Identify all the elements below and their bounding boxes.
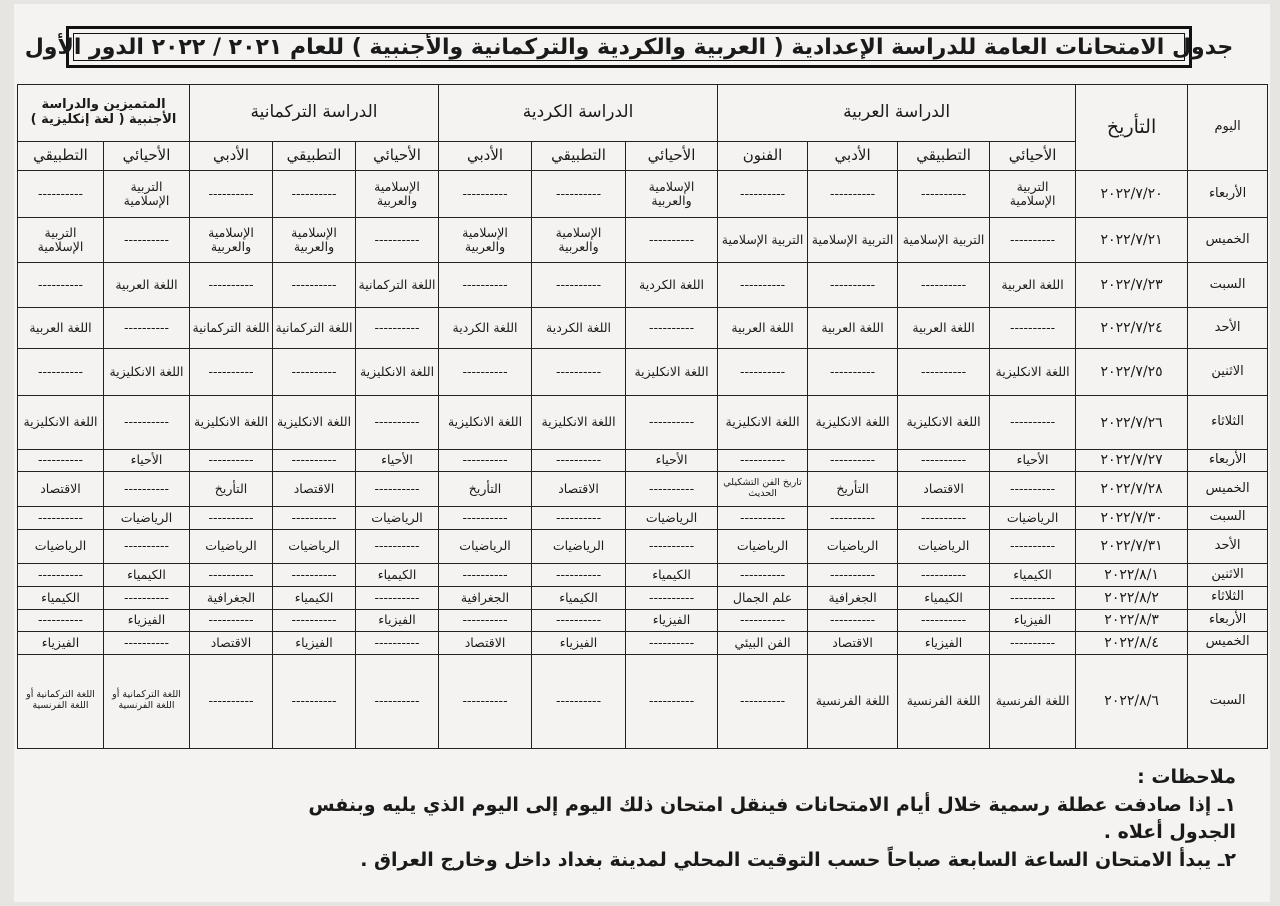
header-day: اليوم xyxy=(1188,85,1268,171)
subject-cell: ---------- xyxy=(104,396,190,449)
subject-cell: الاقتصاد xyxy=(273,472,356,507)
date-cell: ٢٠٢٢/٨/٣ xyxy=(1076,609,1188,632)
table-row xyxy=(18,349,1268,396)
subject-cell: ---------- xyxy=(532,449,626,472)
header-sub-8: التطبيقي xyxy=(273,142,356,171)
subject-cell: ---------- xyxy=(356,218,439,263)
subject-cell: ---------- xyxy=(439,263,532,308)
subject-cell: الجغرافية xyxy=(190,586,273,609)
subject-cell: ---------- xyxy=(718,654,808,748)
subject-cell: ---------- xyxy=(626,529,718,564)
subject-cell: ---------- xyxy=(104,632,190,655)
subject-cell: الفيزياء xyxy=(626,609,718,632)
subject-cell: ---------- xyxy=(626,396,718,449)
subject-cell: ---------- xyxy=(990,218,1076,263)
subject-cell: الإسلامية والعربية xyxy=(439,218,532,263)
subject-cell: ---------- xyxy=(718,609,808,632)
subject-cell: التربية الإسلامية xyxy=(990,171,1076,218)
subject-cell: اللغة الانكليزية xyxy=(626,349,718,396)
subject-cell: اللغة الانكليزية xyxy=(190,396,273,449)
subject-cell: اللغة الانكليزية xyxy=(532,396,626,449)
subject-cell: الرياضيات xyxy=(808,529,898,564)
subject-cell: ---------- xyxy=(898,263,990,308)
subject-cell: اللغة الفرنسية xyxy=(990,654,1076,748)
table-row xyxy=(18,263,1268,308)
subject-cell: الكيمياء xyxy=(273,586,356,609)
subject-cell: الاقتصاد xyxy=(18,472,104,507)
date-cell: ٢٠٢٢/٨/٦ xyxy=(1076,654,1188,748)
subject-cell: ---------- xyxy=(808,349,898,396)
day-cell: الأحد xyxy=(1188,529,1268,564)
subject-cell: ---------- xyxy=(18,349,104,396)
subject-cell: ---------- xyxy=(439,609,532,632)
subject-cell: ---------- xyxy=(273,449,356,472)
subject-cell: ---------- xyxy=(532,654,626,748)
subject-cell: الرياضيات xyxy=(718,529,808,564)
subject-cell: اللغة الانكليزية xyxy=(808,396,898,449)
subject-cell: الاقتصاد xyxy=(532,472,626,507)
date-cell: ٢٠٢٢/٧/٣١ xyxy=(1076,529,1188,564)
header-sub-7: الأحيائي xyxy=(356,142,439,171)
subject-cell: ---------- xyxy=(718,349,808,396)
day-cell: الخميس xyxy=(1188,472,1268,507)
subject-cell: الفيزياء xyxy=(532,632,626,655)
subject-cell: الرياضيات xyxy=(532,529,626,564)
note-item-2: ٢ـ يبدأ الامتحان الساعة السابعة صباحاً حسب التوقيت المحلي لمدينة بغداد داخل وخارج العراق . xyxy=(360,848,1236,871)
subject-cell: ---------- xyxy=(18,507,104,530)
subject-cell: ---------- xyxy=(18,564,104,587)
subject-cell: ---------- xyxy=(273,507,356,530)
table-row xyxy=(18,396,1268,449)
subject-cell: الجغرافية xyxy=(808,586,898,609)
date-cell: ٢٠٢٢/٨/٤ xyxy=(1076,632,1188,655)
day-cell: السبت xyxy=(1188,507,1268,530)
header-sub-10: الأحيائي xyxy=(104,142,190,171)
date-cell: ٢٠٢٢/٧/٢٨ xyxy=(1076,472,1188,507)
day-cell: الأحد xyxy=(1188,308,1268,349)
subject-cell: ---------- xyxy=(532,263,626,308)
subject-cell: التأريخ xyxy=(808,472,898,507)
subject-cell: الكيمياء xyxy=(532,586,626,609)
date-cell: ٢٠٢٢/٧/٢٣ xyxy=(1076,263,1188,308)
subject-cell: اللغة التركمانية أو اللغة الفرنسية xyxy=(104,654,190,748)
header-sub-5: التطبيقي xyxy=(532,142,626,171)
subject-cell: التأريخ xyxy=(439,472,532,507)
subject-cell: ---------- xyxy=(898,564,990,587)
subject-cell: الرياضيات xyxy=(898,529,990,564)
date-cell: ٢٠٢٢/٧/٣٠ xyxy=(1076,507,1188,530)
table-row xyxy=(18,218,1268,263)
subject-cell: الجغرافية xyxy=(439,586,532,609)
table-row xyxy=(18,632,1268,655)
subject-cell: ---------- xyxy=(190,449,273,472)
subject-cell: ---------- xyxy=(898,609,990,632)
subject-cell: الاقتصاد xyxy=(439,632,532,655)
subject-cell: الكيمياء xyxy=(104,564,190,587)
subject-cell: اللغة الكردية xyxy=(532,308,626,349)
subject-cell: اللغة العربية xyxy=(898,308,990,349)
subject-cell: الكيمياء xyxy=(626,564,718,587)
subject-cell: الفيزياء xyxy=(990,609,1076,632)
subject-cell: الأحياء xyxy=(626,449,718,472)
subject-cell: التربية الإسلامية xyxy=(104,171,190,218)
subject-cell: الإسلامية والعربية xyxy=(190,218,273,263)
header-date: التأريخ xyxy=(1076,85,1188,171)
subject-cell: الكيمياء xyxy=(18,586,104,609)
day-cell: الأربعاء xyxy=(1188,171,1268,218)
table-row xyxy=(18,529,1268,564)
subject-cell: الفيزياء xyxy=(356,609,439,632)
date-cell: ٢٠٢٢/٧/٢١ xyxy=(1076,218,1188,263)
table-row xyxy=(18,472,1268,507)
notes-heading: ملاحظات : xyxy=(1137,766,1236,788)
day-cell: الاثنين xyxy=(1188,349,1268,396)
subject-cell: اللغة الانكليزية xyxy=(990,349,1076,396)
subject-cell: ---------- xyxy=(532,171,626,218)
subject-cell: ---------- xyxy=(273,263,356,308)
subject-cell: الفيزياء xyxy=(898,632,990,655)
subject-cell: ---------- xyxy=(190,564,273,587)
date-cell: ٢٠٢٢/٧/٢٦ xyxy=(1076,396,1188,449)
subject-cell: اللغة الفرنسية xyxy=(898,654,990,748)
subject-cell: ---------- xyxy=(439,449,532,472)
header-sub-2: الأدبي xyxy=(808,142,898,171)
subject-cell: ---------- xyxy=(532,507,626,530)
subject-cell: التربية الإسلامية xyxy=(898,218,990,263)
header-sub-0: الأحيائي xyxy=(990,142,1076,171)
subject-cell: ---------- xyxy=(356,654,439,748)
table-row xyxy=(18,449,1268,472)
subject-cell: ---------- xyxy=(718,449,808,472)
subject-cell: الاقتصاد xyxy=(808,632,898,655)
subject-cell: اللغة الانكليزية xyxy=(356,349,439,396)
subject-cell: اللغة الفرنسية xyxy=(808,654,898,748)
header-sub-9: الأدبي xyxy=(190,142,273,171)
subject-cell: ---------- xyxy=(356,529,439,564)
subject-cell: ---------- xyxy=(273,349,356,396)
subject-cell: الرياضيات xyxy=(190,529,273,564)
subject-cell: ---------- xyxy=(439,171,532,218)
subject-cell: ---------- xyxy=(190,349,273,396)
date-cell: ٢٠٢٢/٧/٢٥ xyxy=(1076,349,1188,396)
subject-cell: ---------- xyxy=(808,564,898,587)
subject-cell: ---------- xyxy=(190,171,273,218)
subject-cell: الاقتصاد xyxy=(190,632,273,655)
date-cell: ٢٠٢٢/٧/٢٤ xyxy=(1076,308,1188,349)
subject-cell: اللغة الانكليزية xyxy=(439,396,532,449)
day-cell: الثلاثاء xyxy=(1188,586,1268,609)
subject-cell: ---------- xyxy=(356,308,439,349)
note-item-1: ١ـ إذا صادفت عطلة رسمية خلال أيام الامتحانات فينقل امتحان ذلك اليوم إلى اليوم الذي يليه وبنفس الجدول أعلاه . xyxy=(308,793,1236,844)
subject-cell: اللغة العربية xyxy=(104,263,190,308)
table-row xyxy=(18,564,1268,587)
table-row xyxy=(18,308,1268,349)
subject-cell: ---------- xyxy=(356,472,439,507)
day-cell: الاثنين xyxy=(1188,564,1268,587)
subject-cell: ---------- xyxy=(273,171,356,218)
subject-cell: ---------- xyxy=(626,308,718,349)
day-cell: الأربعاء xyxy=(1188,449,1268,472)
subject-cell: التربية الإسلامية xyxy=(18,218,104,263)
header-sub-4: الأحيائي xyxy=(626,142,718,171)
date-cell: ٢٠٢٢/٨/٢ xyxy=(1076,586,1188,609)
table-row xyxy=(18,507,1268,530)
subject-cell: ---------- xyxy=(439,564,532,587)
date-cell: ٢٠٢٢/٨/١ xyxy=(1076,564,1188,587)
subject-cell: ---------- xyxy=(273,609,356,632)
subject-cell: اللغة الانكليزية xyxy=(898,396,990,449)
subject-cell: ---------- xyxy=(990,586,1076,609)
exam-schedule-table xyxy=(17,84,1268,749)
subject-cell: الرياضيات xyxy=(104,507,190,530)
header-group-arabic: الدراسة العربية xyxy=(718,85,1076,142)
subject-cell: ---------- xyxy=(439,654,532,748)
subject-cell: ---------- xyxy=(626,218,718,263)
subject-cell: ---------- xyxy=(190,654,273,748)
subject-cell: تاريخ الفن التشكيلي الحديث xyxy=(718,472,808,507)
header-sub-6: الأدبي xyxy=(439,142,532,171)
subject-cell: ---------- xyxy=(626,632,718,655)
subject-cell: ---------- xyxy=(990,396,1076,449)
subject-cell: ---------- xyxy=(898,349,990,396)
subject-cell: الرياضيات xyxy=(18,529,104,564)
subject-cell: ---------- xyxy=(104,218,190,263)
subject-cell: اللغة العربية xyxy=(990,263,1076,308)
subject-cell: ---------- xyxy=(898,171,990,218)
day-cell: الأربعاء xyxy=(1188,609,1268,632)
subject-cell: الفيزياء xyxy=(18,632,104,655)
subject-cell: ---------- xyxy=(990,529,1076,564)
subject-cell: الكيمياء xyxy=(990,564,1076,587)
subject-cell: الرياضيات xyxy=(273,529,356,564)
subject-cell: ---------- xyxy=(532,564,626,587)
notes-section xyxy=(236,764,1236,874)
subject-cell: الرياضيات xyxy=(356,507,439,530)
subject-cell: ---------- xyxy=(104,586,190,609)
subject-cell: اللغة التركمانية xyxy=(190,308,273,349)
subject-cell: اللغة التركمانية xyxy=(273,308,356,349)
subject-cell: اللغة التركمانية xyxy=(356,263,439,308)
subject-cell: ---------- xyxy=(718,263,808,308)
subject-cell: الاقتصاد xyxy=(898,472,990,507)
subject-cell: الإسلامية والعربية xyxy=(532,218,626,263)
subject-cell: الكيمياء xyxy=(898,586,990,609)
subject-cell: ---------- xyxy=(808,263,898,308)
subject-cell: ---------- xyxy=(626,586,718,609)
subject-cell: الرياضيات xyxy=(990,507,1076,530)
subject-cell: ---------- xyxy=(718,564,808,587)
subject-cell: ---------- xyxy=(990,632,1076,655)
header-group-turkmen: الدراسة التركمانية xyxy=(190,85,439,142)
subject-cell: اللغة العربية xyxy=(718,308,808,349)
schedule-body xyxy=(18,171,1268,749)
subject-cell: ---------- xyxy=(808,507,898,530)
subject-cell: ---------- xyxy=(626,472,718,507)
subject-cell: ---------- xyxy=(808,609,898,632)
subject-cell: ---------- xyxy=(356,586,439,609)
subject-cell: اللغة الانكليزية xyxy=(718,396,808,449)
document-title xyxy=(24,26,1234,68)
subject-cell: الفيزياء xyxy=(273,632,356,655)
subject-cell: ---------- xyxy=(808,449,898,472)
subject-cell: التأريخ xyxy=(190,472,273,507)
subject-cell: ---------- xyxy=(190,263,273,308)
subject-cell: ---------- xyxy=(439,507,532,530)
header-group-kurdish: الدراسة الكردية xyxy=(439,85,718,142)
subject-cell: ---------- xyxy=(898,507,990,530)
subject-cell: ---------- xyxy=(273,564,356,587)
subject-cell: ---------- xyxy=(808,171,898,218)
subject-cell: ---------- xyxy=(898,449,990,472)
subject-cell: الفيزياء xyxy=(104,609,190,632)
day-cell: الخميس xyxy=(1188,218,1268,263)
subject-cell: الرياضيات xyxy=(439,529,532,564)
subject-cell: ---------- xyxy=(532,609,626,632)
subject-cell: التربية الإسلامية xyxy=(718,218,808,263)
subject-cell: اللغة العربية xyxy=(18,308,104,349)
subject-cell: الإسلامية والعربية xyxy=(356,171,439,218)
subject-cell: الفن البيئي xyxy=(718,632,808,655)
subject-cell: الأحياء xyxy=(356,449,439,472)
header-group-row xyxy=(18,85,1268,142)
date-cell: ٢٠٢٢/٧/٢٠ xyxy=(1076,171,1188,218)
subject-cell: الرياضيات xyxy=(626,507,718,530)
header-sub-11: التطبيقي xyxy=(18,142,104,171)
subject-cell: الإسلامية والعربية xyxy=(626,171,718,218)
subject-cell: اللغة الكردية xyxy=(626,263,718,308)
subject-cell: ---------- xyxy=(356,396,439,449)
subject-cell: ---------- xyxy=(18,171,104,218)
subject-cell: اللغة الانكليزية xyxy=(273,396,356,449)
subject-cell: اللغة الانكليزية xyxy=(104,349,190,396)
subject-cell: الأحياء xyxy=(104,449,190,472)
subject-cell: الإسلامية والعربية xyxy=(273,218,356,263)
subject-cell: ---------- xyxy=(990,308,1076,349)
subject-cell: الأحياء xyxy=(990,449,1076,472)
subject-cell: ---------- xyxy=(18,449,104,472)
subject-cell: اللغة التركمانية أو اللغة الفرنسية xyxy=(18,654,104,748)
subject-cell: ---------- xyxy=(718,171,808,218)
header-group-foreign: المتميزين والدراسة الأجنبية ( لغة إنكليزية ) xyxy=(18,85,190,142)
subject-cell: التربية الإسلامية xyxy=(808,218,898,263)
subject-cell: ---------- xyxy=(626,654,718,748)
day-cell: الخميس xyxy=(1188,632,1268,655)
subject-cell: ---------- xyxy=(990,472,1076,507)
header-sub-1: التطبيقي xyxy=(898,142,990,171)
subject-cell: ---------- xyxy=(718,507,808,530)
table-row xyxy=(18,586,1268,609)
day-cell: الثلاثاء xyxy=(1188,396,1268,449)
date-cell: ٢٠٢٢/٧/٢٧ xyxy=(1076,449,1188,472)
subject-cell: ---------- xyxy=(356,632,439,655)
subject-cell: الكيمياء xyxy=(356,564,439,587)
subject-cell: ---------- xyxy=(532,349,626,396)
subject-cell: ---------- xyxy=(18,263,104,308)
subject-cell: ---------- xyxy=(104,529,190,564)
table-row xyxy=(18,171,1268,218)
subject-cell: اللغة العربية xyxy=(808,308,898,349)
subject-cell: ---------- xyxy=(104,308,190,349)
subject-cell: ---------- xyxy=(190,609,273,632)
title-text: جدول الامتحانات العامة للدراسة الإعدادية ( العربية والكردية والتركمانية والأجنبية ) للعام ٢٠٢١ / ٢٠٢٢ الدور الأول xyxy=(24,34,1234,60)
subject-cell: اللغة الكردية xyxy=(439,308,532,349)
subject-cell: علم الجمال xyxy=(718,586,808,609)
subject-cell: ---------- xyxy=(190,507,273,530)
subject-cell: اللغة الانكليزية xyxy=(18,396,104,449)
header-sub-3: الفنون xyxy=(718,142,808,171)
subject-cell: ---------- xyxy=(104,472,190,507)
subject-cell: ---------- xyxy=(439,349,532,396)
table-row xyxy=(18,654,1268,748)
subject-cell: ---------- xyxy=(273,654,356,748)
subject-cell: ---------- xyxy=(18,609,104,632)
day-cell: السبت xyxy=(1188,654,1268,748)
day-cell: السبت xyxy=(1188,263,1268,308)
table-row xyxy=(18,609,1268,632)
